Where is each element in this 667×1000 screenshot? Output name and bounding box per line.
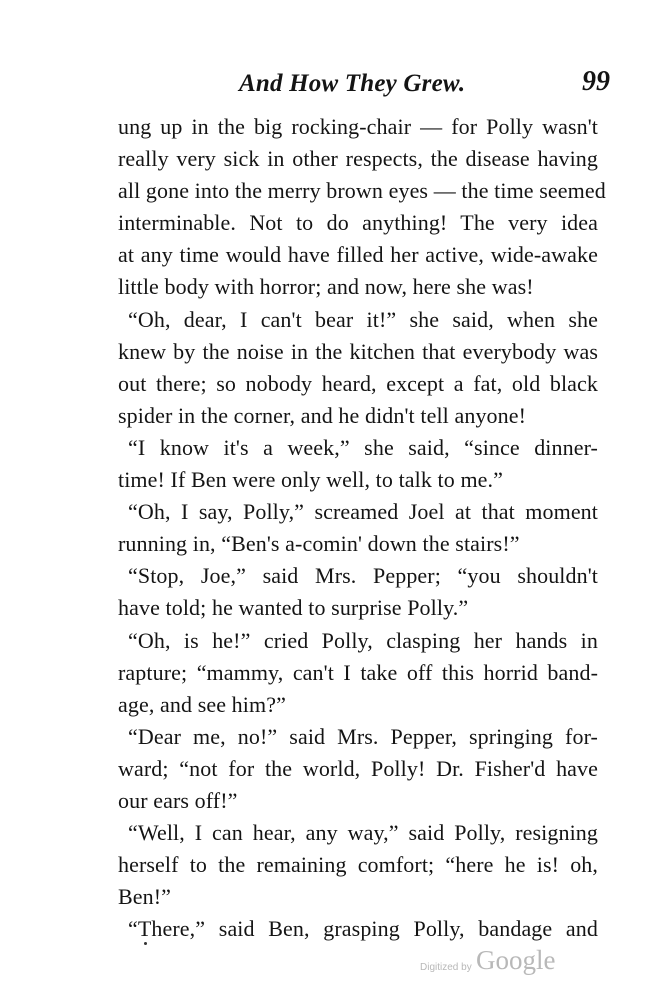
- running-head: [215, 64, 610, 104]
- text-line: little body with horror; and now, here she was!: [118, 274, 534, 300]
- body-text: [118, 111, 606, 945]
- text-line: running in, “Ben's a-comin' down the stairs!”: [118, 531, 520, 557]
- text-line: all gone into the merry brown eyes — the time seemed: [118, 178, 606, 204]
- text-line: “There,” said Ben, grasping Polly, bandage and: [128, 916, 598, 942]
- text-line: at any time would have filled her active, wide-awake: [118, 242, 598, 268]
- text-line: Ben!”: [118, 884, 172, 910]
- text-line: “Stop, Joe,” said Mrs. Pepper; “you shouldn't: [128, 563, 598, 589]
- page-number: 99: [582, 66, 610, 97]
- text-line: “I know it's a week,” she said, “since dinner-: [128, 434, 598, 460]
- text-line: “Oh, I say, Polly,” screamed Joel at that moment: [128, 499, 598, 525]
- text-line: our ears off!”: [118, 787, 238, 813]
- text-line: age, and see him?”: [118, 691, 286, 717]
- text-line: ung up in the big rocking-chair — for Polly wasn't: [118, 114, 598, 139]
- text-line: “Dear me, no!” said Mrs. Pepper, springing for-: [128, 723, 598, 749]
- watermark-digitized-by: Digitized by: [420, 962, 472, 973]
- text-line: have told; he wanted to surprise Polly.”: [118, 595, 469, 621]
- text-line: ward; “not for the world, Polly! Dr. Fisher'd have: [118, 755, 598, 781]
- text-line: knew by the noise in the kitchen that everybody was: [118, 338, 598, 364]
- text-line: herself to the remaining comfort; “here he is! oh,: [118, 852, 598, 878]
- text-line: out there; so nobody heard, except a fat, old black: [118, 370, 598, 396]
- text-line: time! If Ben were only well, to talk to me.”: [118, 467, 504, 493]
- running-title: And How They Grew.: [239, 70, 466, 97]
- text-line: interminable. Not to do anything! The very idea: [118, 210, 598, 236]
- text-line: spider in the corner, and he didn't tell anyone!: [118, 402, 527, 428]
- text-line: “Oh, is he!” cried Polly, clasping her hands in: [128, 627, 598, 653]
- ink-dot: [144, 942, 147, 945]
- text-line: really very sick in other respects, the disease having: [118, 146, 598, 172]
- google-logo: Google: [476, 945, 556, 975]
- text-line: “Well, I can hear, any way,” said Polly, resigning: [128, 820, 598, 846]
- text-line: rapture; “mammy, can't I take off this horrid band-: [118, 659, 598, 685]
- text-line: “Oh, dear, I can't bear it!” she said, when she: [128, 306, 598, 332]
